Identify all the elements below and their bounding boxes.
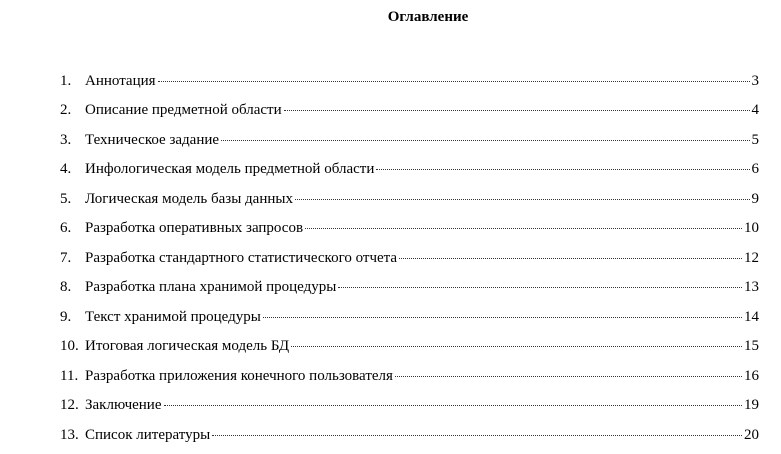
dot-leader bbox=[305, 227, 742, 229]
toc-entry-title: Итоговая логическая модель БД bbox=[85, 338, 290, 355]
toc-entry-title: Заключение bbox=[85, 397, 162, 414]
toc-entry-page: 16 bbox=[744, 367, 759, 384]
toc-entry[interactable] bbox=[0, 214, 781, 244]
toc-entry-title: Описание предметной области bbox=[85, 102, 282, 119]
toc-entry[interactable] bbox=[0, 66, 781, 96]
toc-entry-number: 2. bbox=[60, 102, 72, 119]
toc-entry-page: 12 bbox=[744, 249, 759, 266]
toc-entry-page: 5 bbox=[751, 131, 759, 148]
dot-leader bbox=[399, 257, 742, 259]
toc-entry-title: Инфологическая модель предметной области bbox=[85, 161, 375, 178]
toc-entry-number: 1. bbox=[60, 72, 72, 89]
toc-entry-title: Разработка оперативных запросов bbox=[85, 220, 304, 237]
dot-leader bbox=[284, 109, 750, 111]
toc-entry-page: 4 bbox=[751, 102, 759, 119]
toc-entry-number: 9. bbox=[60, 308, 72, 325]
toc-entry-number: 13. bbox=[60, 426, 79, 443]
toc-entry-page: 6 bbox=[751, 161, 759, 178]
toc-entry-page: 3 bbox=[751, 72, 759, 89]
toc-entry-title: Список литературы bbox=[85, 426, 211, 443]
dot-leader bbox=[212, 434, 742, 436]
toc-entry-page: 19 bbox=[744, 397, 759, 414]
dot-leader bbox=[295, 198, 750, 200]
dot-leader bbox=[164, 404, 743, 406]
dot-leader bbox=[338, 286, 742, 288]
dot-leader bbox=[395, 375, 742, 377]
toc-entry-title: Техническое задание bbox=[85, 131, 220, 148]
toc-entry-number: 10. bbox=[60, 338, 79, 355]
toc-entry[interactable] bbox=[0, 302, 781, 332]
toc-entry-title: Разработка стандартного статистического отчета bbox=[85, 249, 398, 266]
toc-entry[interactable] bbox=[0, 125, 781, 155]
toc-entry[interactable] bbox=[0, 243, 781, 273]
toc-entry-page: 13 bbox=[744, 279, 759, 296]
toc-entry-number: 7. bbox=[60, 249, 72, 266]
toc-entry-number: 6. bbox=[60, 220, 72, 237]
toc-entry-page: 9 bbox=[751, 190, 759, 207]
toc-entry[interactable] bbox=[0, 273, 781, 303]
dot-leader bbox=[158, 80, 750, 82]
dot-leader bbox=[221, 139, 749, 141]
toc-entry-title: Текст хранимой процедуры bbox=[85, 308, 261, 325]
toc-entry[interactable] bbox=[0, 332, 781, 362]
table-of-contents bbox=[0, 66, 781, 450]
toc-entry[interactable] bbox=[0, 361, 781, 391]
toc-entry-number: 5. bbox=[60, 190, 72, 207]
toc-entry-number: 11. bbox=[60, 367, 79, 384]
toc-entry[interactable] bbox=[0, 184, 781, 214]
dot-leader bbox=[376, 168, 749, 170]
toc-entry[interactable] bbox=[0, 155, 781, 185]
toc-entry-title: Разработка плана хранимой процедуры bbox=[85, 279, 337, 296]
page-title: Оглавление bbox=[387, 9, 469, 25]
toc-entry-title: Логическая модель базы данных bbox=[85, 190, 293, 207]
toc-entry-number: 3. bbox=[60, 131, 72, 148]
toc-entry-page: 10 bbox=[744, 220, 759, 237]
toc-entry-page: 14 bbox=[744, 308, 759, 325]
toc-entry-title: Аннотация bbox=[85, 72, 156, 89]
toc-entry-number: 4. bbox=[60, 161, 72, 178]
toc-entry-number: 12. bbox=[60, 397, 79, 414]
dot-leader bbox=[291, 345, 742, 347]
toc-entry[interactable] bbox=[0, 420, 781, 450]
toc-entry-title: Разработка приложения конечного пользователя bbox=[85, 367, 393, 384]
toc-entry-number: 8. bbox=[60, 279, 72, 296]
toc-entry-page: 15 bbox=[744, 338, 759, 355]
dot-leader bbox=[263, 316, 742, 318]
toc-entry-page: 20 bbox=[744, 426, 759, 443]
toc-entry[interactable] bbox=[0, 96, 781, 126]
toc-entry[interactable] bbox=[0, 391, 781, 421]
